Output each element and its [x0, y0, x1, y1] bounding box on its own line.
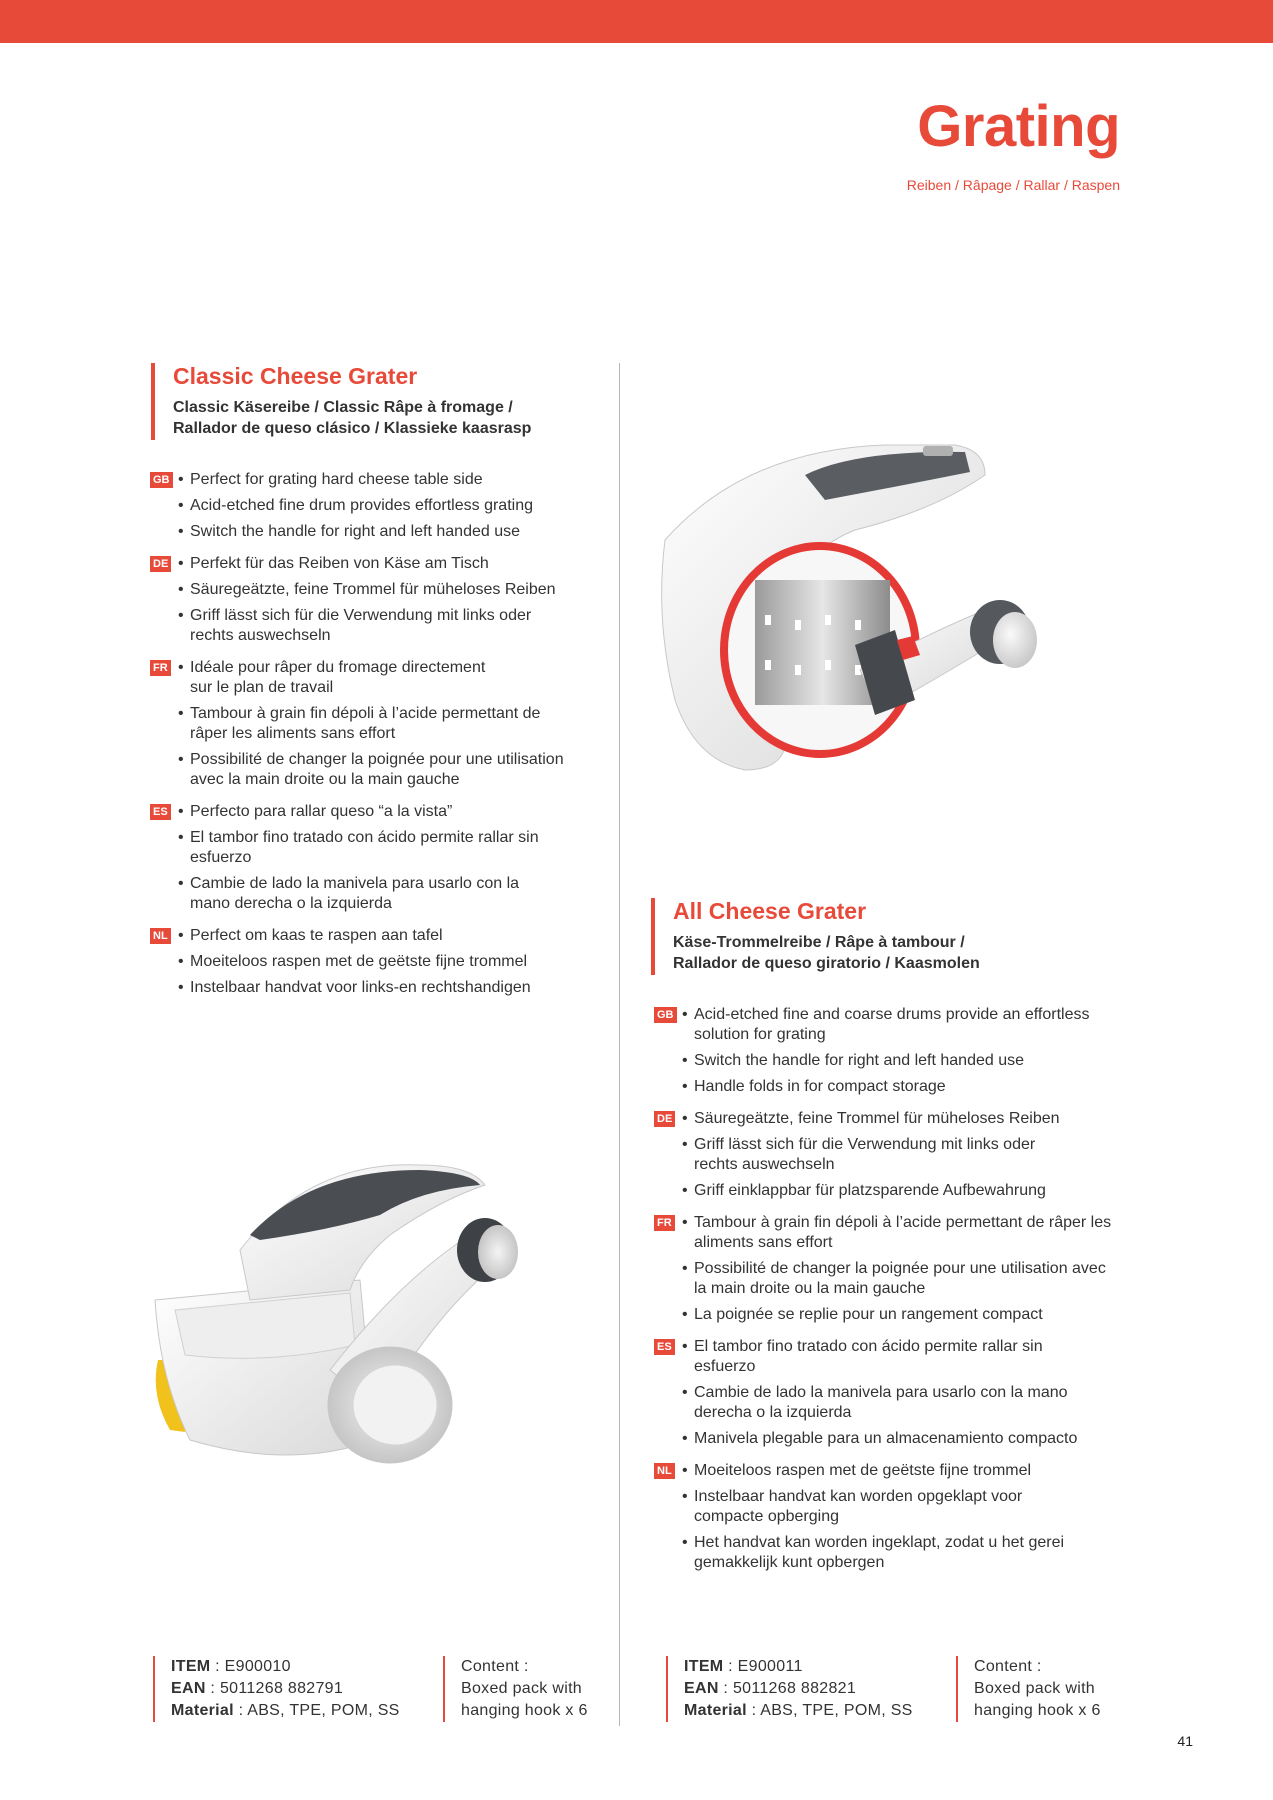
product-2-subtitle-line1: Käse-Trommelreibe / Râpe à tambour / — [673, 933, 965, 951]
features-gb — [150, 470, 600, 542]
feature-bullet: • Perfecto para rallar queso “a la vista” — [150, 802, 600, 822]
ean-number: 5011268 882821 — [732, 1680, 857, 1697]
product-1-name: Classic Cheese Grater — [173, 363, 418, 389]
content-line: hanging hook x 6 — [461, 1702, 588, 1719]
feature-bullet: • Säuregeätzte, feine Trommel für müheloses Reiben — [150, 580, 600, 600]
lang-tag-nl: NL — [150, 928, 171, 944]
features-fr — [150, 658, 600, 790]
content-label: Content : — [461, 1658, 529, 1675]
lang-tag-es: ES — [654, 1339, 675, 1355]
page-subtitle: Reiben / Râpage / Rallar / Raspen — [906, 177, 1120, 193]
page-title: Grating — [917, 94, 1120, 159]
lang-tag-gb: GB — [654, 1007, 677, 1023]
feature-bullet: • Possibilité de changer la poignée pour une utilisation avec la main droite ou la main gauche — [150, 750, 600, 790]
features-de — [654, 1109, 1114, 1201]
feature-bullet: • Moeiteloos raspen met de geëtste fijne trommel — [654, 1461, 1114, 1481]
features-de — [150, 554, 600, 646]
product-1-features — [150, 470, 600, 1010]
material-value: ABS, TPE, POM, SS — [760, 1702, 913, 1719]
material-row: Material : ABS, TPE, POM, SS — [171, 1702, 400, 1719]
feature-bullet: • Switch the handle for right and left handed use — [150, 522, 600, 542]
item-row: ITEM : E900010 — [171, 1658, 291, 1675]
product-1-subtitle-line1: Classic Käsereibe / Classic Râpe à fromage / — [173, 398, 513, 416]
page-number: 41 — [1177, 1733, 1193, 1749]
feature-bullet: • Säuregeätzte, feine Trommel für müheloses Reiben — [654, 1109, 1114, 1129]
feature-bullet: • Griff einklappbar für platzsparende Aufbewahrung — [654, 1181, 1114, 1201]
item-row: ITEM : E900011 — [684, 1658, 803, 1675]
all-cheese-grater-photo — [655, 440, 1115, 790]
feature-bullet: • La poignée se replie pour un rangement compact — [654, 1305, 1114, 1325]
feature-bullet: • Het handvat kan worden ingeklapt, zodat u het gerei gemakkelijk kunt opbergen — [654, 1533, 1114, 1573]
product-2-features — [654, 1005, 1114, 1585]
content-line: Boxed pack with — [974, 1680, 1096, 1697]
features-gb — [654, 1005, 1114, 1097]
lang-tag-gb: GB — [150, 472, 173, 488]
feature-bullet: • Perfekt für das Reiben von Käse am Tisch — [150, 554, 600, 574]
product-1-subtitle-line2: Rallador de queso clásico / Klassieke kaasrasp — [173, 420, 532, 438]
lang-tag-fr: FR — [150, 660, 171, 676]
material-value: ABS, TPE, POM, SS — [247, 1702, 400, 1719]
feature-bullet: • Possibilité de changer la poignée pour une utilisation avec la main droite ou la main gauche — [654, 1259, 1114, 1299]
content-label: Content : — [974, 1658, 1042, 1675]
features-es — [654, 1337, 1114, 1449]
product-1-header — [151, 363, 583, 440]
feature-bullet: • Cambie de lado la manivela para usarlo con la mano derecha o la izquierda — [150, 874, 560, 914]
ean-row: EAN : 5011268 882821 — [684, 1680, 857, 1697]
feature-bullet: • Griff lässt sich für die Verwendung mit links oder rechts auswechseln — [654, 1135, 1064, 1175]
product-2-subtitle-line2: Rallador de queso giratorio / Kaasmolen — [673, 955, 980, 973]
product-1-content — [443, 1656, 611, 1722]
ean-row: EAN : 5011268 882791 — [171, 1680, 344, 1697]
product-1-specs — [153, 1656, 431, 1722]
material-row: Material : ABS, TPE, POM, SS — [684, 1702, 913, 1719]
classic-cheese-grater-photo — [150, 1140, 600, 1480]
lang-tag-nl: NL — [654, 1463, 675, 1479]
feature-bullet: • Griff lässt sich für die Verwendung mit links oder rechts auswechseln — [150, 606, 560, 646]
feature-bullet: • Perfect for grating hard cheese table side — [150, 470, 600, 490]
feature-bullet: • Instelbaar handvat kan worden opgeklapt voor compacte opberging — [654, 1487, 1074, 1527]
feature-bullet: • Tambour à grain fin dépoli à l’acide permettant de râper les aliments sans effort — [654, 1213, 1114, 1253]
product-2-specs — [666, 1656, 944, 1722]
lang-tag-de: DE — [150, 556, 171, 572]
item-number: E900011 — [737, 1658, 803, 1675]
feature-bullet: • Idéale pour râper du fromage directement sur le plan de travail — [150, 658, 510, 698]
features-nl — [654, 1461, 1114, 1573]
features-fr — [654, 1213, 1114, 1325]
product-2-content — [956, 1656, 1124, 1722]
ean-number: 5011268 882791 — [219, 1680, 344, 1697]
content-line: hanging hook x 6 — [974, 1702, 1101, 1719]
feature-bullet: • Acid-etched fine drum provides effortless grating — [150, 496, 600, 516]
product-2-subtitle — [673, 932, 1083, 975]
feature-bullet: • El tambor fino tratado con ácido permite rallar sin esfuerzo — [654, 1337, 1054, 1377]
product-2-name: All Cheese Grater — [673, 898, 867, 924]
feature-bullet: • Perfect om kaas te raspen aan tafel — [150, 926, 600, 946]
feature-bullet: • Instelbaar handvat voor links-en rechtshandigen — [150, 978, 600, 998]
lang-tag-es: ES — [150, 804, 171, 820]
feature-bullet: • Acid-etched fine and coarse drums provide an effortless solution for grating — [654, 1005, 1114, 1045]
feature-bullet: • Moeiteloos raspen met de geëtste fijne trommel — [150, 952, 600, 972]
product-2-header — [651, 898, 1083, 975]
top-accent-bar — [0, 0, 1273, 43]
features-es — [150, 802, 600, 914]
feature-bullet: • El tambor fino tratado con ácido permite rallar sin esfuerzo — [150, 828, 560, 868]
product-1-subtitle — [173, 397, 583, 440]
lang-tag-fr: FR — [654, 1215, 675, 1231]
content-line: Boxed pack with — [461, 1680, 583, 1697]
features-nl — [150, 926, 600, 998]
lang-tag-de: DE — [654, 1111, 675, 1127]
item-number: E900010 — [224, 1658, 291, 1675]
feature-bullet: • Switch the handle for right and left handed use — [654, 1051, 1114, 1071]
column-divider — [619, 363, 620, 1726]
feature-bullet: • Handle folds in for compact storage — [654, 1077, 1114, 1097]
feature-bullet: • Tambour à grain fin dépoli à l’acide permettant de râper les aliments sans effort — [150, 704, 550, 744]
feature-bullet: • Manivela plegable para un almacenamiento compacto — [654, 1429, 1114, 1449]
feature-bullet: • Cambie de lado la manivela para usarlo con la mano derecha o la izquierda — [654, 1383, 1114, 1423]
